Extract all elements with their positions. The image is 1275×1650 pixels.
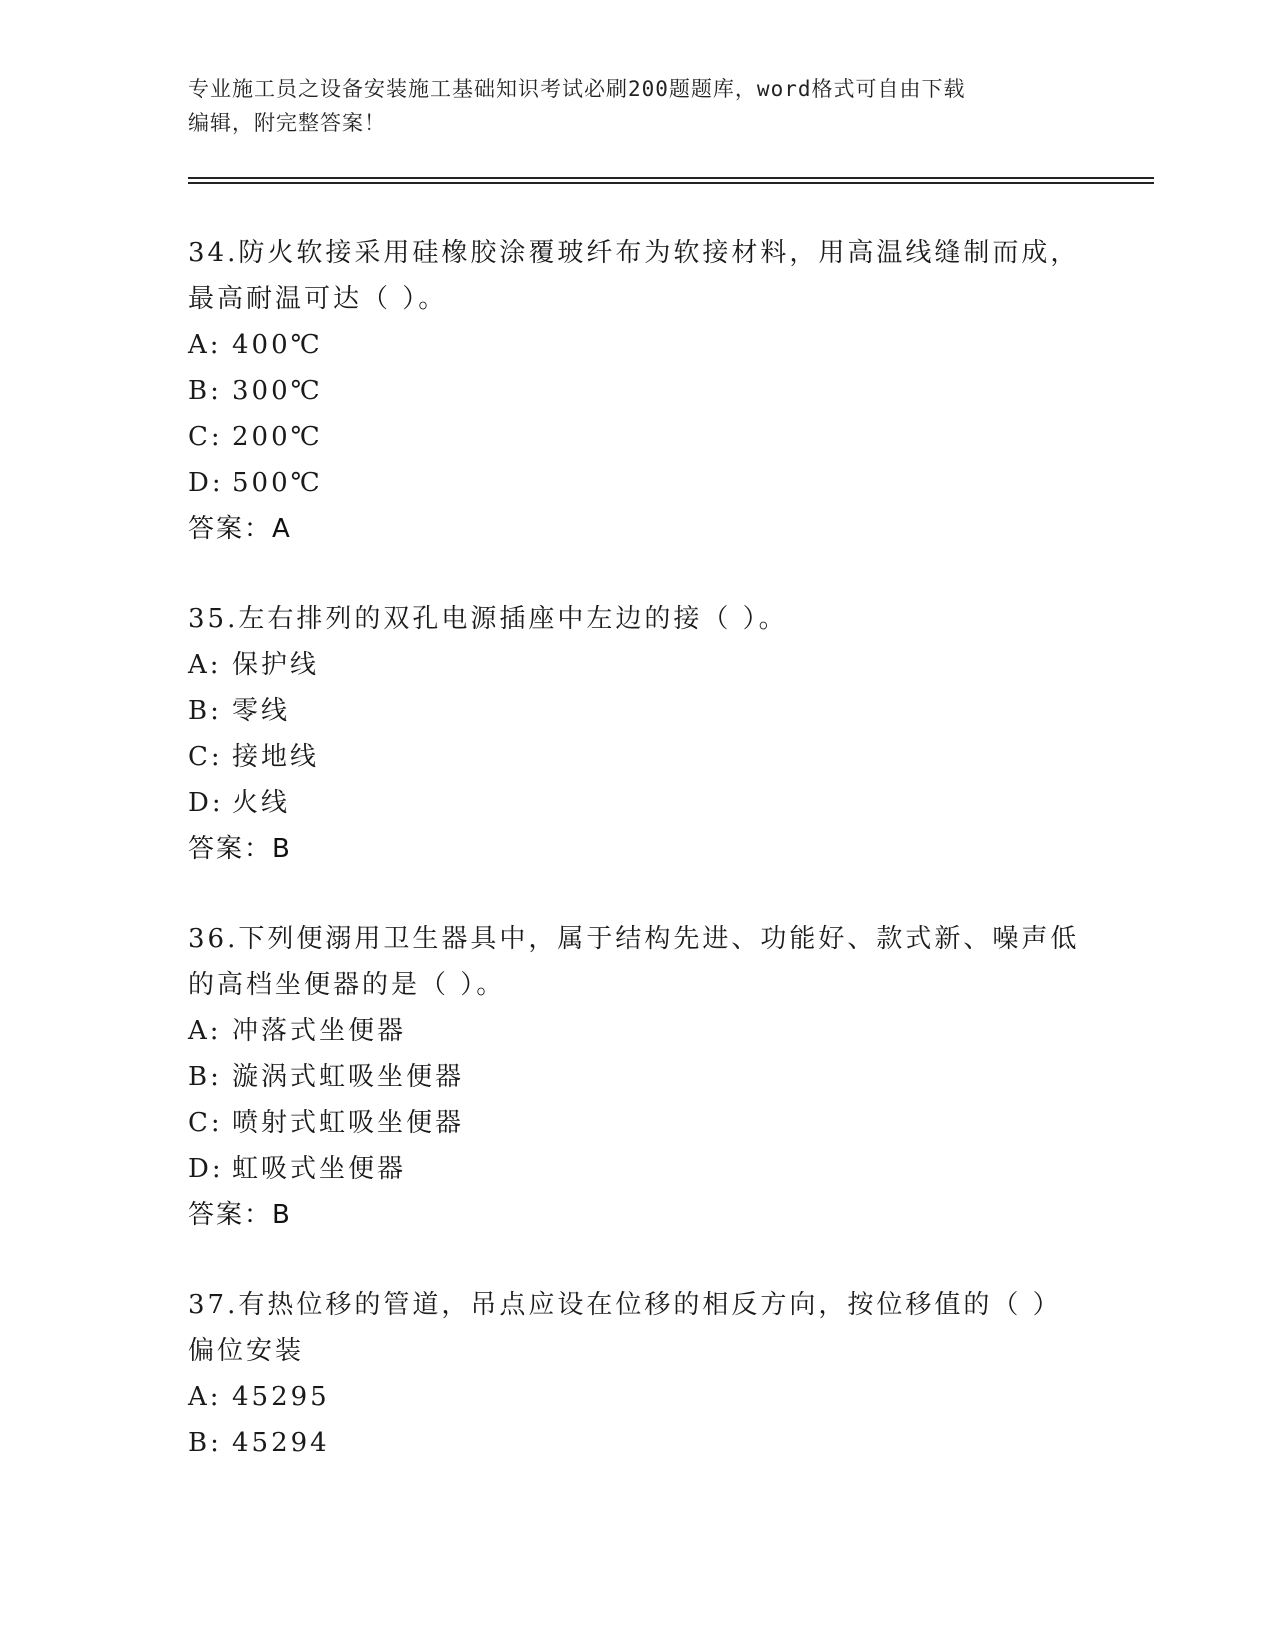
option-letter: C:	[188, 742, 223, 772]
header-line-2: 编辑，附完整答案！	[188, 111, 386, 135]
answer-label: 答案：A	[188, 514, 292, 544]
option-c	[188, 1100, 1088, 1146]
option-a	[188, 1374, 1088, 1420]
option-text: 300℃	[232, 376, 323, 406]
option-d	[188, 1146, 1088, 1192]
option-letter: C:	[188, 422, 223, 452]
option-b	[188, 688, 1088, 734]
option-d	[188, 460, 1088, 506]
header-divider-bottom	[188, 182, 1154, 184]
option-text: 200℃	[232, 422, 323, 452]
question-stem-continued: 最高耐温可达（ ）。	[188, 284, 448, 314]
option-text: 火线	[232, 788, 291, 818]
option-d	[188, 780, 1088, 826]
option-text: 漩涡式虹吸坐便器	[232, 1062, 465, 1092]
option-letter: A:	[188, 1382, 222, 1412]
option-letter: A:	[188, 650, 222, 680]
option-letter: D:	[188, 1154, 224, 1184]
header-divider-top	[188, 177, 1154, 179]
option-b	[188, 368, 1088, 414]
option-b	[188, 1420, 1088, 1466]
option-text: 喷射式虹吸坐便器	[232, 1108, 465, 1138]
option-c	[188, 734, 1088, 780]
option-letter: A:	[188, 1016, 222, 1046]
option-text: 虹吸式坐便器	[232, 1154, 407, 1184]
question-list	[188, 230, 1088, 1510]
option-letter: D:	[188, 468, 224, 498]
option-a	[188, 642, 1088, 688]
option-text: 冲落式坐便器	[232, 1016, 407, 1046]
option-letter: B:	[188, 696, 222, 726]
option-a	[188, 1008, 1088, 1054]
option-text: 接地线	[232, 742, 320, 772]
option-text: 45295	[232, 1382, 330, 1412]
question-stem-continued: 的高档坐便器的是（ ）。	[188, 970, 506, 1000]
answer-label: 答案：B	[188, 834, 292, 864]
option-letter: B:	[188, 1062, 222, 1092]
answer-label: 答案：B	[188, 1200, 292, 1230]
question-stem: 36.下列便溺用卫生器具中，属于结构先进、功能好、款式新、噪声低	[188, 924, 1080, 954]
option-text: 45294	[232, 1428, 330, 1458]
header-line-1: 专业施工员之设备安装施工基础知识考试必刷200题题库，word格式可自由下载	[188, 77, 966, 101]
option-a	[188, 322, 1088, 368]
question-36	[188, 916, 1088, 1238]
question-stem-continued: 偏位安装	[188, 1336, 305, 1366]
option-text: 零线	[232, 696, 291, 726]
option-letter: B:	[188, 1428, 222, 1458]
question-stem: 35.左右排列的双孔电源插座中左边的接（ ）。	[188, 604, 788, 634]
option-c	[188, 414, 1088, 460]
option-letter: A:	[188, 330, 222, 360]
question-stem: 37.有热位移的管道，吊点应设在位移的相反方向，按位移值的（ ）	[188, 1290, 1062, 1320]
option-text: 500℃	[232, 468, 323, 498]
question-37	[188, 1282, 1088, 1466]
option-letter: D:	[188, 788, 224, 818]
option-text: 400℃	[232, 330, 323, 360]
question-34	[188, 230, 1088, 552]
option-letter: B:	[188, 376, 222, 406]
question-35	[188, 596, 1088, 872]
document-header	[188, 72, 1068, 140]
option-b	[188, 1054, 1088, 1100]
option-text: 保护线	[232, 650, 320, 680]
option-letter: C:	[188, 1108, 223, 1138]
question-stem: 34.防火软接采用硅橡胶涂覆玻纤布为软接材料，用高温线缝制而成，	[188, 238, 1080, 268]
